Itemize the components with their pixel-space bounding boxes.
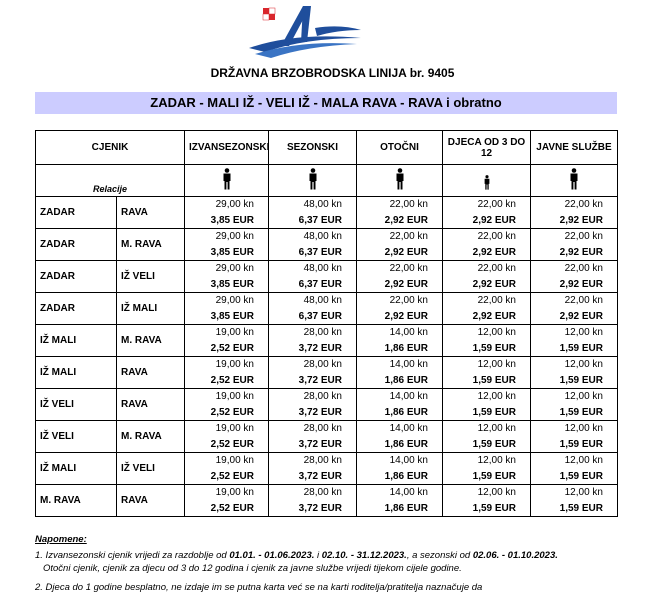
price-kn: 12,00 kn (531, 357, 618, 373)
price-rows (36, 197, 618, 517)
route-to: M. RAVA (117, 229, 185, 261)
price-kn: 19,00 kn (185, 421, 269, 437)
company-logo (245, 2, 365, 60)
price-eur: 1,59 EUR (443, 341, 531, 357)
price-kn: 12,00 kn (531, 453, 618, 469)
price-eur: 1,59 EUR (531, 469, 618, 485)
price-kn: 22,00 kn (531, 293, 618, 309)
price-kn: 28,00 kn (269, 325, 357, 341)
note-1-line-2: Otočni cjenik, cjenik za djecu od 3 do 12 godina i cjenik za javne službe vrijedi tijekom cijele godine. (43, 563, 462, 574)
price-eur: 3,72 EUR (269, 501, 357, 517)
price-eur: 3,72 EUR (269, 405, 357, 421)
person-icon (308, 168, 318, 190)
price-eur: 3,85 EUR (185, 309, 269, 325)
price-eur: 6,37 EUR (269, 245, 357, 261)
price-kn: 22,00 kn (357, 261, 443, 277)
price-eur: 1,59 EUR (443, 373, 531, 389)
price-kn: 22,00 kn (357, 197, 443, 213)
price-eur: 2,52 EUR (185, 437, 269, 453)
price-eur: 2,92 EUR (531, 277, 618, 293)
table-row (36, 293, 618, 309)
price-kn: 14,00 kn (357, 485, 443, 501)
price-eur: 3,72 EUR (269, 373, 357, 389)
price-kn: 12,00 kn (443, 357, 531, 373)
price-kn: 48,00 kn (269, 229, 357, 245)
adult-icon-cell (269, 165, 357, 197)
price-eur: 1,59 EUR (531, 341, 618, 357)
notes-section (35, 534, 665, 594)
table-row (36, 197, 618, 213)
price-eur: 2,92 EUR (443, 277, 531, 293)
price-kn: 19,00 kn (185, 485, 269, 501)
route-to: RAVA (117, 357, 185, 389)
price-kn: 12,00 kn (531, 389, 618, 405)
price-kn: 22,00 kn (531, 229, 618, 245)
price-eur: 1,59 EUR (531, 405, 618, 421)
price-eur: 2,92 EUR (443, 213, 531, 229)
price-kn: 19,00 kn (185, 453, 269, 469)
price-eur: 3,85 EUR (185, 245, 269, 261)
adult-icon-cell (357, 165, 443, 197)
table-row (36, 389, 618, 405)
price-eur: 2,92 EUR (357, 213, 443, 229)
price-kn: 12,00 kn (443, 325, 531, 341)
adult-icon-cell (185, 165, 269, 197)
table-row (36, 453, 618, 469)
price-eur: 3,72 EUR (269, 469, 357, 485)
note-1: 1. Izvansezonski cjenik vrijedi za razdoblje od 01.01. - 01.06.2023. i 02.10. - 31.12.2023., a sezonski od 02.06. - 01.10.2023. (35, 550, 558, 561)
price-eur: 1,59 EUR (531, 373, 618, 389)
relacije-label: Relacije (36, 165, 185, 197)
price-kn: 22,00 kn (357, 229, 443, 245)
price-eur: 6,37 EUR (269, 309, 357, 325)
route-from: IŽ MALI (36, 357, 117, 389)
col-header-djeca: DJECA OD 3 DO 12 (443, 131, 531, 165)
route-to: RAVA (117, 389, 185, 421)
route-from: IŽ MALI (36, 453, 117, 485)
route-from: IŽ MALI (36, 325, 117, 357)
price-eur: 3,72 EUR (269, 437, 357, 453)
price-kn: 22,00 kn (531, 197, 618, 213)
price-kn: 29,00 kn (185, 293, 269, 309)
col-header-izvansezonski: IZVANSEZONSKI (185, 131, 269, 165)
price-kn: 28,00 kn (269, 389, 357, 405)
price-kn: 14,00 kn (357, 421, 443, 437)
price-eur: 1,86 EUR (357, 501, 443, 517)
price-eur: 1,59 EUR (443, 437, 531, 453)
price-eur: 2,92 EUR (357, 309, 443, 325)
route-from: ZADAR (36, 197, 117, 229)
price-kn: 22,00 kn (443, 261, 531, 277)
price-eur: 2,92 EUR (443, 245, 531, 261)
price-kn: 19,00 kn (185, 325, 269, 341)
price-table (35, 130, 618, 517)
price-kn: 14,00 kn (357, 325, 443, 341)
col-header-javne-sluzbe: JAVNE SLUŽBE (531, 131, 618, 165)
price-eur: 2,92 EUR (443, 309, 531, 325)
price-eur: 1,59 EUR (531, 501, 618, 517)
table-row (36, 485, 618, 501)
person-icon (569, 168, 579, 190)
route-from: ZADAR (36, 261, 117, 293)
adult-icon-cell (531, 165, 618, 197)
logo-icon (245, 2, 365, 60)
price-kn: 14,00 kn (357, 453, 443, 469)
price-kn: 22,00 kn (357, 293, 443, 309)
price-eur: 1,86 EUR (357, 437, 443, 453)
route-to: M. RAVA (117, 421, 185, 453)
col-header-otocni: OTOČNI (357, 131, 443, 165)
price-eur: 1,86 EUR (357, 405, 443, 421)
price-kn: 19,00 kn (185, 357, 269, 373)
price-kn: 19,00 kn (185, 389, 269, 405)
route-to: IŽ VELI (117, 453, 185, 485)
price-eur: 3,72 EUR (269, 341, 357, 357)
route-to: RAVA (117, 485, 185, 517)
price-eur: 1,59 EUR (443, 469, 531, 485)
price-eur: 1,86 EUR (357, 373, 443, 389)
table-row (36, 261, 618, 277)
price-eur: 2,52 EUR (185, 469, 269, 485)
price-eur: 1,59 EUR (531, 437, 618, 453)
price-eur: 6,37 EUR (269, 277, 357, 293)
note-2: 2. Djeca do 1 godine besplatno, ne izdaje im se putna karta već se na karti roditelja/pratitelja naznačuje da (35, 582, 483, 593)
price-eur: 2,52 EUR (185, 341, 269, 357)
price-kn: 12,00 kn (531, 325, 618, 341)
price-eur: 1,86 EUR (357, 341, 443, 357)
price-kn: 48,00 kn (269, 261, 357, 277)
price-kn: 22,00 kn (443, 229, 531, 245)
route-to: IŽ VELI (117, 261, 185, 293)
price-eur: 1,86 EUR (357, 469, 443, 485)
price-kn: 28,00 kn (269, 421, 357, 437)
price-kn: 22,00 kn (531, 261, 618, 277)
route-from: ZADAR (36, 293, 117, 325)
table-row (36, 229, 618, 245)
table-row (36, 421, 618, 437)
price-eur: 2,92 EUR (531, 309, 618, 325)
price-eur: 6,37 EUR (269, 213, 357, 229)
price-kn: 12,00 kn (443, 389, 531, 405)
person-icon (222, 168, 232, 190)
price-kn: 28,00 kn (269, 357, 357, 373)
route-from: ZADAR (36, 229, 117, 261)
price-eur: 2,92 EUR (357, 277, 443, 293)
cjenik-header: CJENIK (36, 131, 185, 165)
price-kn: 48,00 kn (269, 293, 357, 309)
price-eur: 2,52 EUR (185, 405, 269, 421)
price-eur: 2,92 EUR (357, 245, 443, 261)
price-eur: 2,52 EUR (185, 501, 269, 517)
route-to: IŽ MALI (117, 293, 185, 325)
child-icon-cell (443, 165, 531, 197)
org-title: DRŽAVNA BRZOBRODSKA LINIJA br. 9405 (210, 66, 455, 80)
price-eur: 1,59 EUR (443, 405, 531, 421)
price-kn: 29,00 kn (185, 261, 269, 277)
child-icon (483, 175, 491, 190)
price-kn: 12,00 kn (443, 421, 531, 437)
route-from: M. RAVA (36, 485, 117, 517)
price-kn: 48,00 kn (269, 197, 357, 213)
price-kn: 14,00 kn (357, 357, 443, 373)
price-eur: 2,92 EUR (531, 213, 618, 229)
price-eur: 2,92 EUR (531, 245, 618, 261)
price-kn: 14,00 kn (357, 389, 443, 405)
price-kn: 28,00 kn (269, 453, 357, 469)
col-header-sezonski: SEZONSKI (269, 131, 357, 165)
table-row (36, 325, 618, 341)
table-row (36, 357, 618, 373)
price-eur: 1,59 EUR (443, 501, 531, 517)
route-to: RAVA (117, 197, 185, 229)
price-kn: 22,00 kn (443, 293, 531, 309)
price-kn: 29,00 kn (185, 197, 269, 213)
price-eur: 3,85 EUR (185, 213, 269, 229)
route-from: IŽ VELI (36, 389, 117, 421)
price-kn: 22,00 kn (443, 197, 531, 213)
price-kn: 12,00 kn (443, 485, 531, 501)
price-kn: 28,00 kn (269, 485, 357, 501)
person-icon (395, 168, 405, 190)
price-kn: 29,00 kn (185, 229, 269, 245)
price-kn: 12,00 kn (531, 485, 618, 501)
price-kn: 12,00 kn (443, 453, 531, 469)
price-kn: 12,00 kn (531, 421, 618, 437)
route-from: IŽ VELI (36, 421, 117, 453)
notes-heading: Napomene: (35, 534, 87, 545)
price-eur: 3,85 EUR (185, 277, 269, 293)
price-eur: 2,52 EUR (185, 373, 269, 389)
route-title: ZADAR - MALI IŽ - VELI IŽ - MALA RAVA - RAVA i obratno (35, 92, 617, 114)
route-to: M. RAVA (117, 325, 185, 357)
